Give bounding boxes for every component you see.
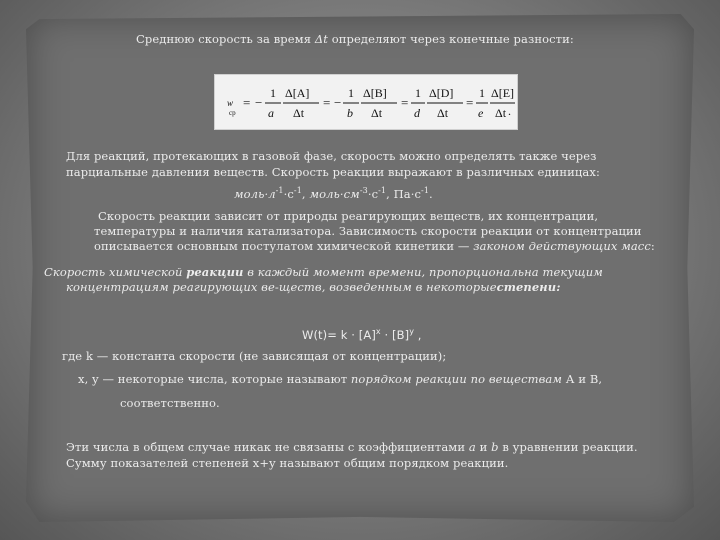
formula-minus-0: − <box>255 95 263 110</box>
intro-prefix: Среднюю скорость за время <box>136 32 315 46</box>
unit-3-exp: -1 <box>421 186 430 195</box>
gas-phase-line-2: парциальные давления веществ. Скорость реакции выражают в различных единицах: <box>66 165 600 179</box>
unit-1-exp-2: -1 <box>293 186 302 195</box>
unit-1-exp-1: -1 <box>275 186 284 195</box>
term-d-num: Δ[D] <box>429 86 454 100</box>
note-coef-b: b <box>491 440 499 454</box>
formula-eq-1: = <box>323 95 331 110</box>
equation-exp-x: x <box>375 327 381 336</box>
term-a-den2: Δt <box>293 106 305 120</box>
term-b-num: Δ[B] <box>363 86 387 100</box>
intro-line <box>136 32 574 47</box>
equation-part-a: W(t)= k · [A] <box>302 328 376 342</box>
term-e-num: Δ[E] <box>491 86 515 100</box>
average-rate-formula <box>214 74 518 130</box>
intro-dt: Δt <box>314 32 328 46</box>
definition-line-2 <box>66 280 561 295</box>
def-xy-text: x, y — некоторые числа, которые называют <box>78 372 351 386</box>
note-line-1-c: в уравнении реакции. <box>498 440 638 454</box>
dependence-line-2: температуры и наличия катализатора. Зависимость скорости реакции от концентрации <box>94 224 642 238</box>
term-d-den1: d <box>414 106 420 120</box>
intro-suffix: определяют через конечные разности: <box>327 32 574 46</box>
formula-eq-2: = <box>401 95 409 110</box>
definition-line-1-c: в каждый момент времени, пропорциональна текущим <box>243 265 603 279</box>
unit-2-exp-1: -3 <box>359 186 368 195</box>
definition-powers: степени: <box>496 280 561 294</box>
dependence-line-3-end: : <box>650 239 655 253</box>
note-line-1 <box>66 440 638 455</box>
unit-1-mid: ·с <box>283 187 294 201</box>
equation-part-b: · [B] <box>380 328 410 342</box>
equation-exp-y: y <box>409 327 415 336</box>
def-respectively: соответственно. <box>120 396 220 410</box>
term-d-den2: Δt <box>437 106 449 120</box>
formula-dot: . <box>508 104 511 118</box>
definition-line-2-a: концентрациям реагирующих ве-ществ, возведенным в некоторые <box>66 280 497 294</box>
gas-phase-line-1: Для реакций, протекающих в газовой фазе, скорость можно определять также через <box>66 149 597 163</box>
term-d-one: 1 <box>415 86 421 100</box>
formula-w: w <box>227 98 234 108</box>
term-a-one: 1 <box>270 86 276 100</box>
term-e-den2: Δt <box>495 106 507 120</box>
equation-end: , <box>414 328 422 342</box>
term-a-num: Δ[A] <box>285 86 310 100</box>
mass-action-equation <box>302 324 422 343</box>
term-e-one: 1 <box>479 86 485 100</box>
formula-minus-1: − <box>334 95 342 110</box>
formula-eq-3: = <box>466 95 474 110</box>
units-separator: , <box>301 187 310 201</box>
definition-line-1 <box>44 265 603 280</box>
note-line-1-b: и <box>475 440 492 454</box>
formula-cp: cp <box>229 109 236 117</box>
unit-1: моль·л <box>234 187 276 201</box>
dependence-line-1: Скорость реакции зависит от природы реагирующих веществ, их концентрации, <box>98 209 599 223</box>
term-b-one: 1 <box>348 86 354 100</box>
unit-2-exp-2: -1 <box>378 186 387 195</box>
def-xy <box>78 372 602 387</box>
formula-eq-0: = <box>243 95 251 110</box>
note-coef-a: a <box>468 440 476 454</box>
unit-2: моль·см <box>309 187 360 201</box>
dependence-line-3-text: описывается основным постулатом химической кинетики — <box>94 239 474 253</box>
def-xy-end: А и В, <box>562 372 603 386</box>
term-a-den1: a <box>268 106 274 120</box>
term-b-den2: Δt <box>371 106 383 120</box>
unit-2-mid: ·с <box>367 187 379 201</box>
note-line-1-a: Эти числа в общем случае никак не связаны с коэффициентами <box>66 440 469 454</box>
unit-3: , Па·с <box>386 187 422 201</box>
term-e-den1: e <box>478 106 484 120</box>
note-line-2: Сумму показателей степеней x+y называют общим порядком реакции. <box>66 456 509 470</box>
units-line <box>234 183 433 202</box>
definition-line-1-a: Скорость химической <box>44 265 187 279</box>
units-end: . <box>429 187 433 201</box>
definition-reaction: реакции <box>186 265 244 279</box>
law-of-mass-action: законом действующих масс <box>473 239 651 253</box>
term-b-den1: b <box>347 106 353 120</box>
def-xy-order: порядком реакции по веществам <box>350 372 563 386</box>
def-k: где k — константа скорости (не зависящая от концентрации); <box>62 349 447 363</box>
dependence-line-3 <box>94 239 655 254</box>
